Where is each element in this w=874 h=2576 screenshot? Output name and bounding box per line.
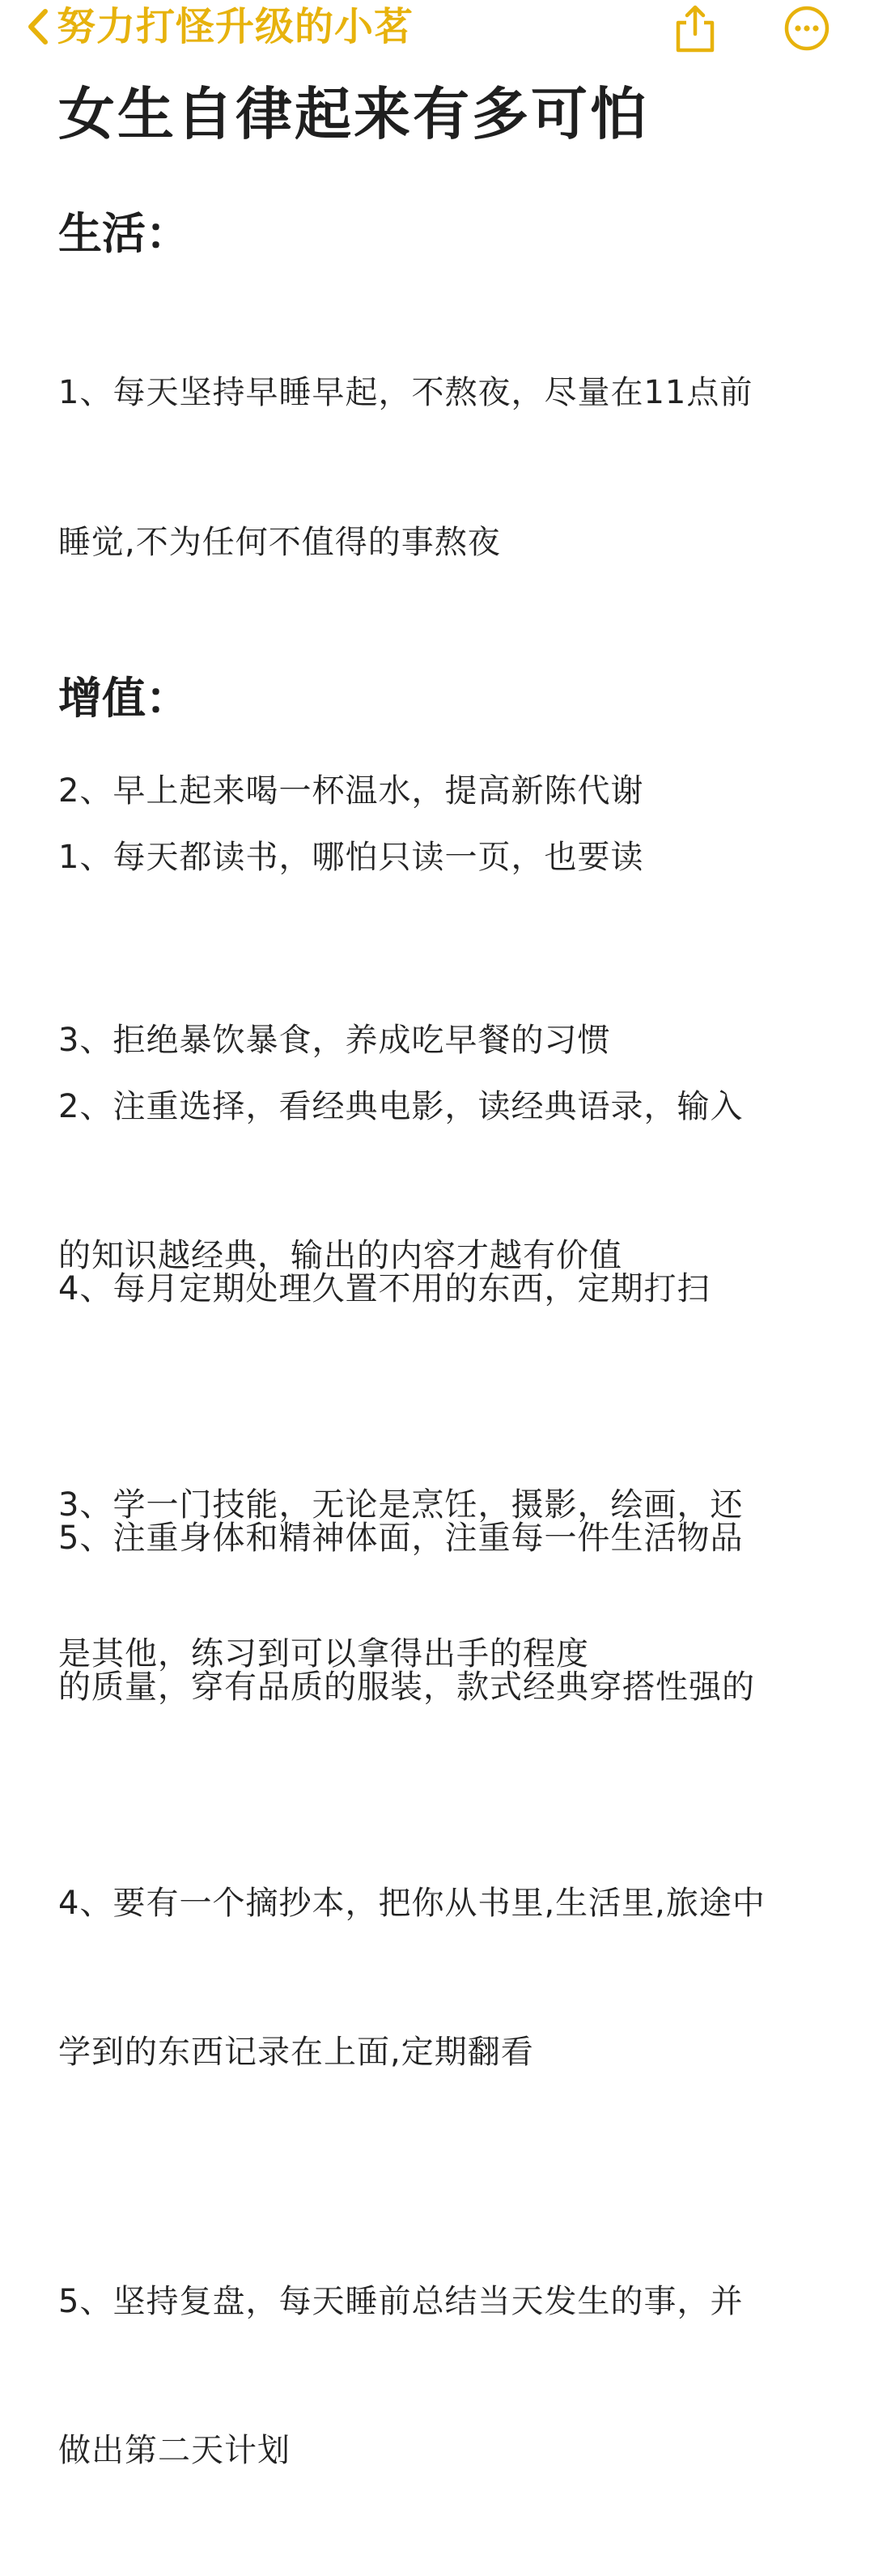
back-button[interactable] xyxy=(24,5,414,49)
share-icon[interactable] xyxy=(670,3,720,53)
item-line: 4、要有一个摘抄本，把你从书里,生活里,旅途中 xyxy=(58,1884,766,1922)
note-title: 女生自律起来有多可怕 xyxy=(58,81,649,147)
item-line: 3、学一门技能，无论是烹饪，摄影，绘画，还 xyxy=(58,1486,744,1524)
item-line: 学到的东西记录在上面,定期翻看 xyxy=(58,2034,534,2071)
more-icon[interactable] xyxy=(782,5,832,52)
item-line: 做出第二天计划 xyxy=(58,2432,291,2469)
list-item xyxy=(58,1381,835,1779)
chevron-left-icon xyxy=(24,5,52,49)
list-item xyxy=(58,269,835,667)
item-line: 2、注重选择，看经典电影，读经典语录，输入 xyxy=(58,1087,744,1125)
back-label: 努力打怪升级的小茗 xyxy=(57,4,414,49)
list-item xyxy=(58,2178,835,2576)
item-line: 睡觉,不为任何不值得的事熬夜 xyxy=(58,523,501,561)
section-growth xyxy=(58,669,835,2576)
item-line: 3、拒绝暴饮暴食，养成吃早餐的习惯 xyxy=(58,1021,611,1059)
section-heading: 增值： xyxy=(58,673,189,724)
item-line: 是其他，练习到可以拿得出手的程度 xyxy=(58,1635,589,1673)
section-heading: 生活： xyxy=(58,208,189,259)
list-item xyxy=(58,733,835,983)
item-line: 5、坚持复盘，每天睡前总结当天发生的事，并 xyxy=(58,2282,744,2320)
list-item xyxy=(58,1779,835,2178)
item-line: 2、早上起来喝一杯温水，提高新陈代谢 xyxy=(58,772,644,810)
item-line: 的质量，穿有品质的服装，款式经典穿搭性强的 xyxy=(58,1668,755,1706)
item-line: 1、每天坚持早睡早起，不熬夜，尽量在11点前 xyxy=(58,374,753,411)
item-line: 1、每天都读书，哪怕只读一页，也要读 xyxy=(58,839,644,876)
item-line: 的知识越经典，输出的内容才越有价值 xyxy=(58,1237,622,1274)
list-item xyxy=(58,983,835,1381)
item-line: 4、每月定期处理久置不用的东西，定期打扫 xyxy=(58,1270,711,1307)
item-line: 5、注重身体和精神体面，注重每一件生活物品 xyxy=(58,1519,744,1557)
top-bar xyxy=(0,0,874,65)
